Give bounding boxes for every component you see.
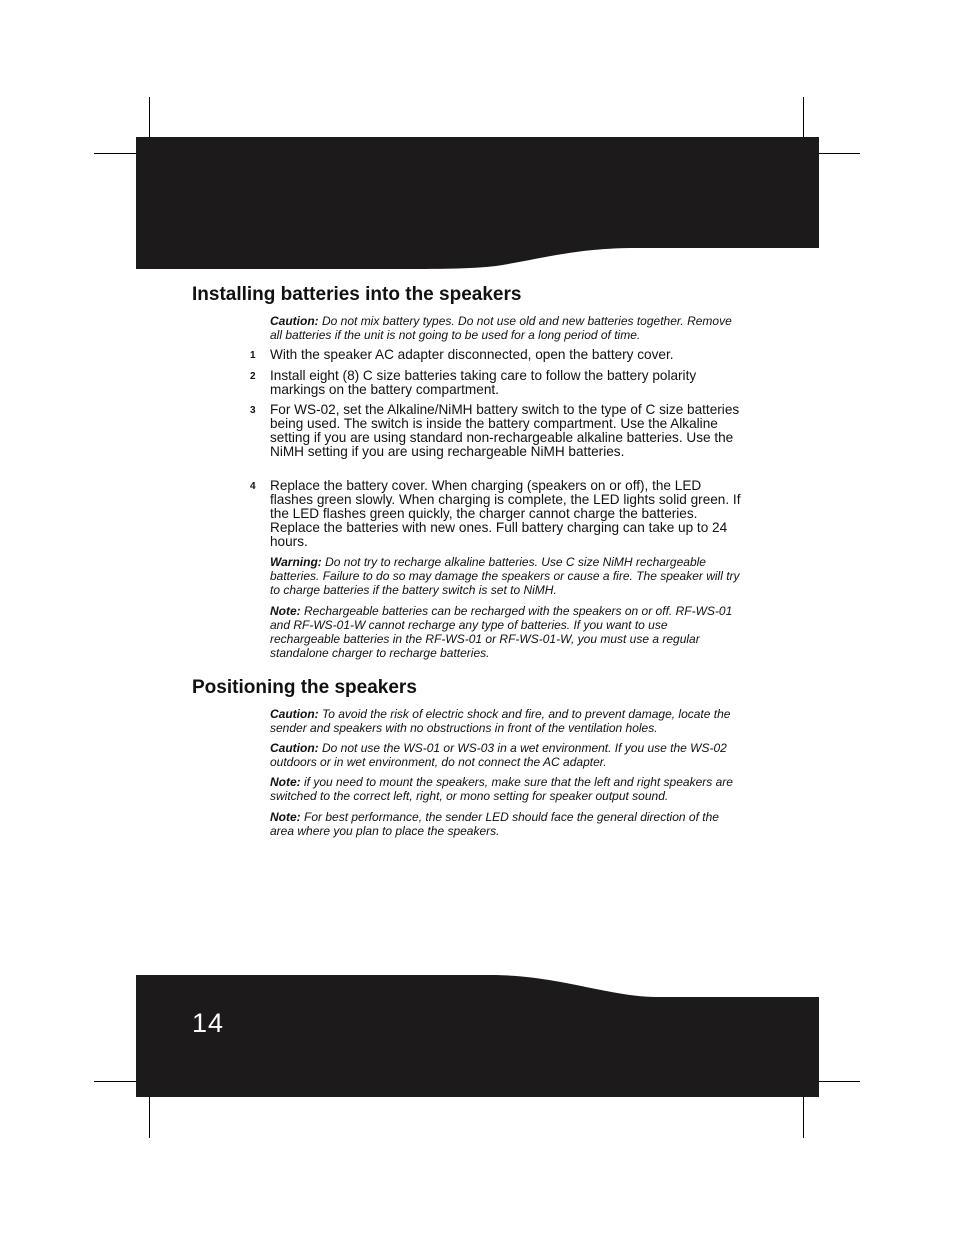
header-band (136, 137, 819, 270)
caution-note (270, 707, 740, 735)
step-number: 2 (250, 371, 256, 382)
caution-label: Caution: (270, 314, 319, 328)
step-item (250, 348, 742, 362)
mounting-note (270, 775, 740, 803)
step-number: 4 (250, 481, 256, 492)
footer-band (136, 975, 819, 1098)
performance-note (270, 810, 740, 838)
step-item (250, 403, 742, 459)
note-text: Rechargeable batteries can be recharged with the speakers on or off. RF-WS-01 and RF-WS-01-W cannot recharge any type of batteries. If you want to use rechargeable batteries in the RF-WS-01 or RF-WS-01-W, you must use a regular standalone charger to recharge batteries. (270, 604, 733, 660)
crop-mark-bottom-left-vertical (149, 1096, 150, 1138)
caution-label: Caution: (270, 707, 319, 721)
note-text: For best performance, the sender LED should face the general direction of the area where you plan to place the speakers. (270, 810, 719, 838)
crop-mark-top-left-horizontal (94, 153, 136, 154)
step-number: 1 (250, 350, 256, 361)
crop-mark-bottom-right-horizontal (818, 1081, 860, 1082)
step-text: With the speaker AC adapter disconnected, open the battery cover. (270, 347, 674, 362)
caution-text: Do not use the WS-01 or WS-03 in a wet environment. If you use the WS-02 outdoors or in wet environment, do not connect the AC adapter. (270, 741, 727, 769)
step-item (250, 479, 742, 549)
section-title-positioning: Positioning the speakers (192, 677, 417, 698)
step-item (250, 369, 742, 397)
caution-label: Caution: (270, 741, 319, 755)
caution-text: To avoid the risk of electric shock and fire, and to prevent damage, locate the sender and speakers with no obstructions in front of the ventilation holes. (270, 707, 731, 735)
note-label: Note: (270, 810, 301, 824)
note-label: Note: (270, 775, 301, 789)
note-label: Note: (270, 604, 301, 618)
step-number: 3 (250, 405, 256, 416)
crop-mark-top-right-vertical (803, 97, 804, 139)
caution-note (270, 314, 740, 342)
page-number: 14 (192, 1008, 225, 1038)
caution-text: Do not mix battery types. Do not use old and new batteries together. Remove all batteries if the unit is not going to be used for a long period of time. (270, 314, 732, 342)
warning-note (270, 555, 740, 597)
step-text: Replace the battery cover. When charging (speakers on or off), the LED flashes green slowly. When charging is complete, the LED lights solid green. If the LED flashes green quickly, the charger cannot charge the batteries. Replace the batteries with new ones. Full battery charging can take up to 24 hours. (270, 478, 741, 549)
crop-mark-bottom-right-vertical (803, 1096, 804, 1138)
step-text: Install eight (8) C size batteries taking care to follow the battery polarity markings on the battery compartment. (270, 368, 697, 397)
caution-note (270, 741, 740, 769)
note-text: if you need to mount the speakers, make sure that the left and right speakers are switched to the correct left, right, or mono setting for speaker output sound. (270, 775, 733, 803)
rechargeable-note (270, 604, 740, 660)
crop-mark-top-left-vertical (149, 97, 150, 139)
warning-label: Warning: (270, 555, 322, 569)
crop-mark-top-right-horizontal (818, 153, 860, 154)
warning-text: Do not try to recharge alkaline batteries. Use C size NiMH rechargeable batteries. Failure to do so may damage the speakers or cause a fire. The speaker will try to charge batteries if the battery switch is set to NiMH. (270, 555, 740, 597)
step-text: For WS-02, set the Alkaline/NiMH battery switch to the type of C size batteries being used. The switch is inside the battery compartment. Use the Alkaline setting if you are using standard non-rechargeable alkaline batteries. Use the NiMH setting if you are using rechargeable NiMH batteries. (270, 402, 740, 459)
crop-mark-bottom-left-horizontal (94, 1081, 136, 1082)
section-title-installing-batteries: Installing batteries into the speakers (192, 284, 522, 305)
